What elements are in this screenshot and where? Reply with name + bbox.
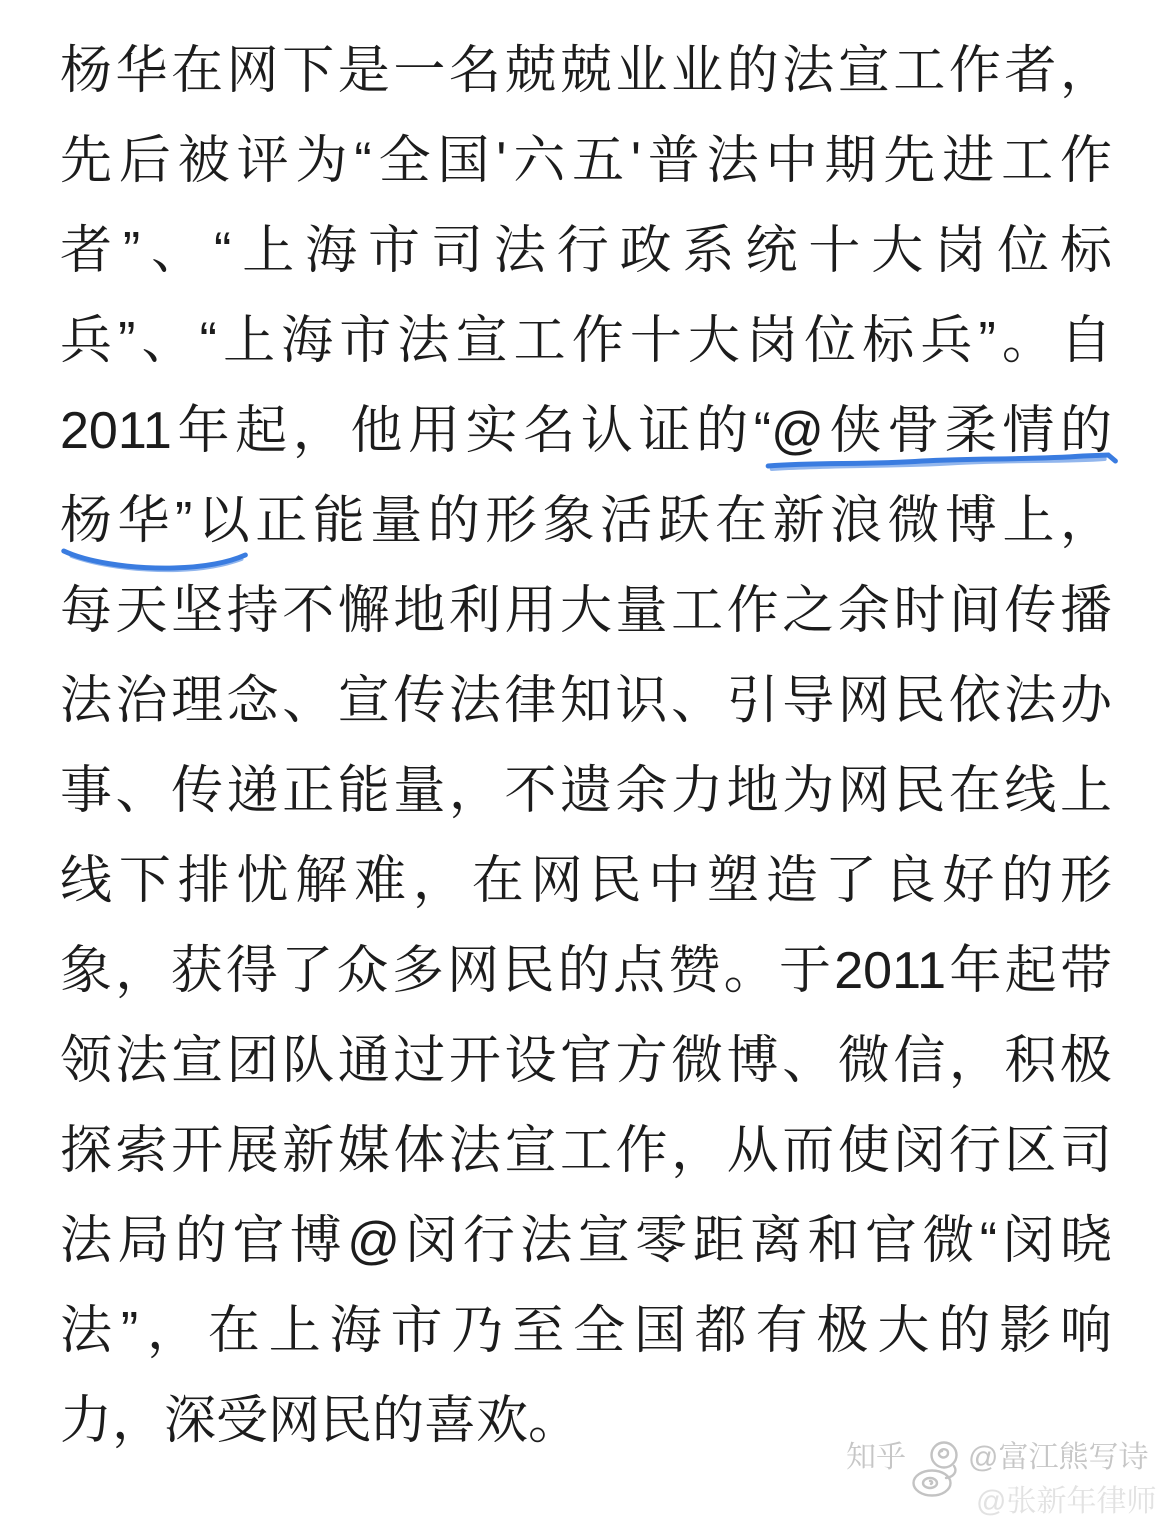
text-line [60, 926, 1112, 1016]
annotated-mention-text: 杨华 [60, 492, 175, 550]
zhihu-logo-text: 知乎 [846, 1441, 906, 1474]
text-segment: 每天坚持不懈地利用大量工作之余时间传播 [60, 582, 1112, 640]
text-segment: 法”，在上海市乃至全国都有极大的影响 [60, 1302, 1112, 1360]
text-segment: 象，获得了众多网民的点赞。于2011年起带 [60, 942, 1112, 1000]
text-line [60, 566, 1112, 656]
text-line [60, 656, 1112, 746]
watermark-author-secondary: @张新年律师 [976, 1485, 1157, 1516]
author-avatar-doodle-icon [912, 1438, 962, 1498]
text-segment: 法局的官博@闵行法宣零距离和官微“闵晓 [60, 1212, 1112, 1270]
paragraph [60, 26, 1112, 1466]
text-segment: 法治理念、宣传法律知识、引导网民依法办 [60, 672, 1112, 730]
text-segment: 事、传递正能量，不遗余力地为网民在线上 [60, 762, 1112, 820]
text-segment: 先后被评为“全国'六五'普法中期先进工作 [60, 132, 1112, 190]
text-line [60, 836, 1112, 926]
text-segment: 力，深受网民的喜欢。 [60, 1392, 581, 1450]
text-segment: 者”、“上海市司法行政系统十大岗位标 [60, 222, 1112, 280]
text-line [60, 296, 1112, 386]
text-segment: 探索开展新媒体法宣工作，从而使闵行区司 [60, 1122, 1112, 1180]
text-segment: 2011年起，他用实名认证的“ [60, 402, 772, 460]
text-segment: 领法宣团队通过开设官方微博、微信，积极 [60, 1032, 1112, 1090]
annotated-mention-text: @侠骨柔情的 [771, 402, 1112, 460]
watermark-author: @富江熊写诗 [968, 1441, 1149, 1474]
text-line [60, 1016, 1112, 1106]
text-line [60, 26, 1112, 116]
watermark [846, 1438, 1168, 1516]
text-line [60, 1196, 1112, 1286]
text-segment: 兵”、“上海市法宣工作十大岗位标兵”。自 [60, 312, 1112, 370]
text-line [60, 1106, 1112, 1196]
scribble-underline-icon [761, 448, 1119, 474]
text-line [60, 1286, 1112, 1376]
text-line [60, 386, 1112, 476]
text-line [60, 476, 1112, 566]
text-line [60, 116, 1112, 206]
text-segment: 线下排忧解难，在网民中塑造了良好的形 [60, 852, 1112, 910]
text-line [60, 206, 1112, 296]
text-line [60, 746, 1112, 836]
text-segment: ”以正能量的形象活跃在新浪微博上， [174, 492, 1112, 550]
text-segment: 杨华在网下是一名兢兢业业的法宣工作者， [60, 42, 1112, 100]
